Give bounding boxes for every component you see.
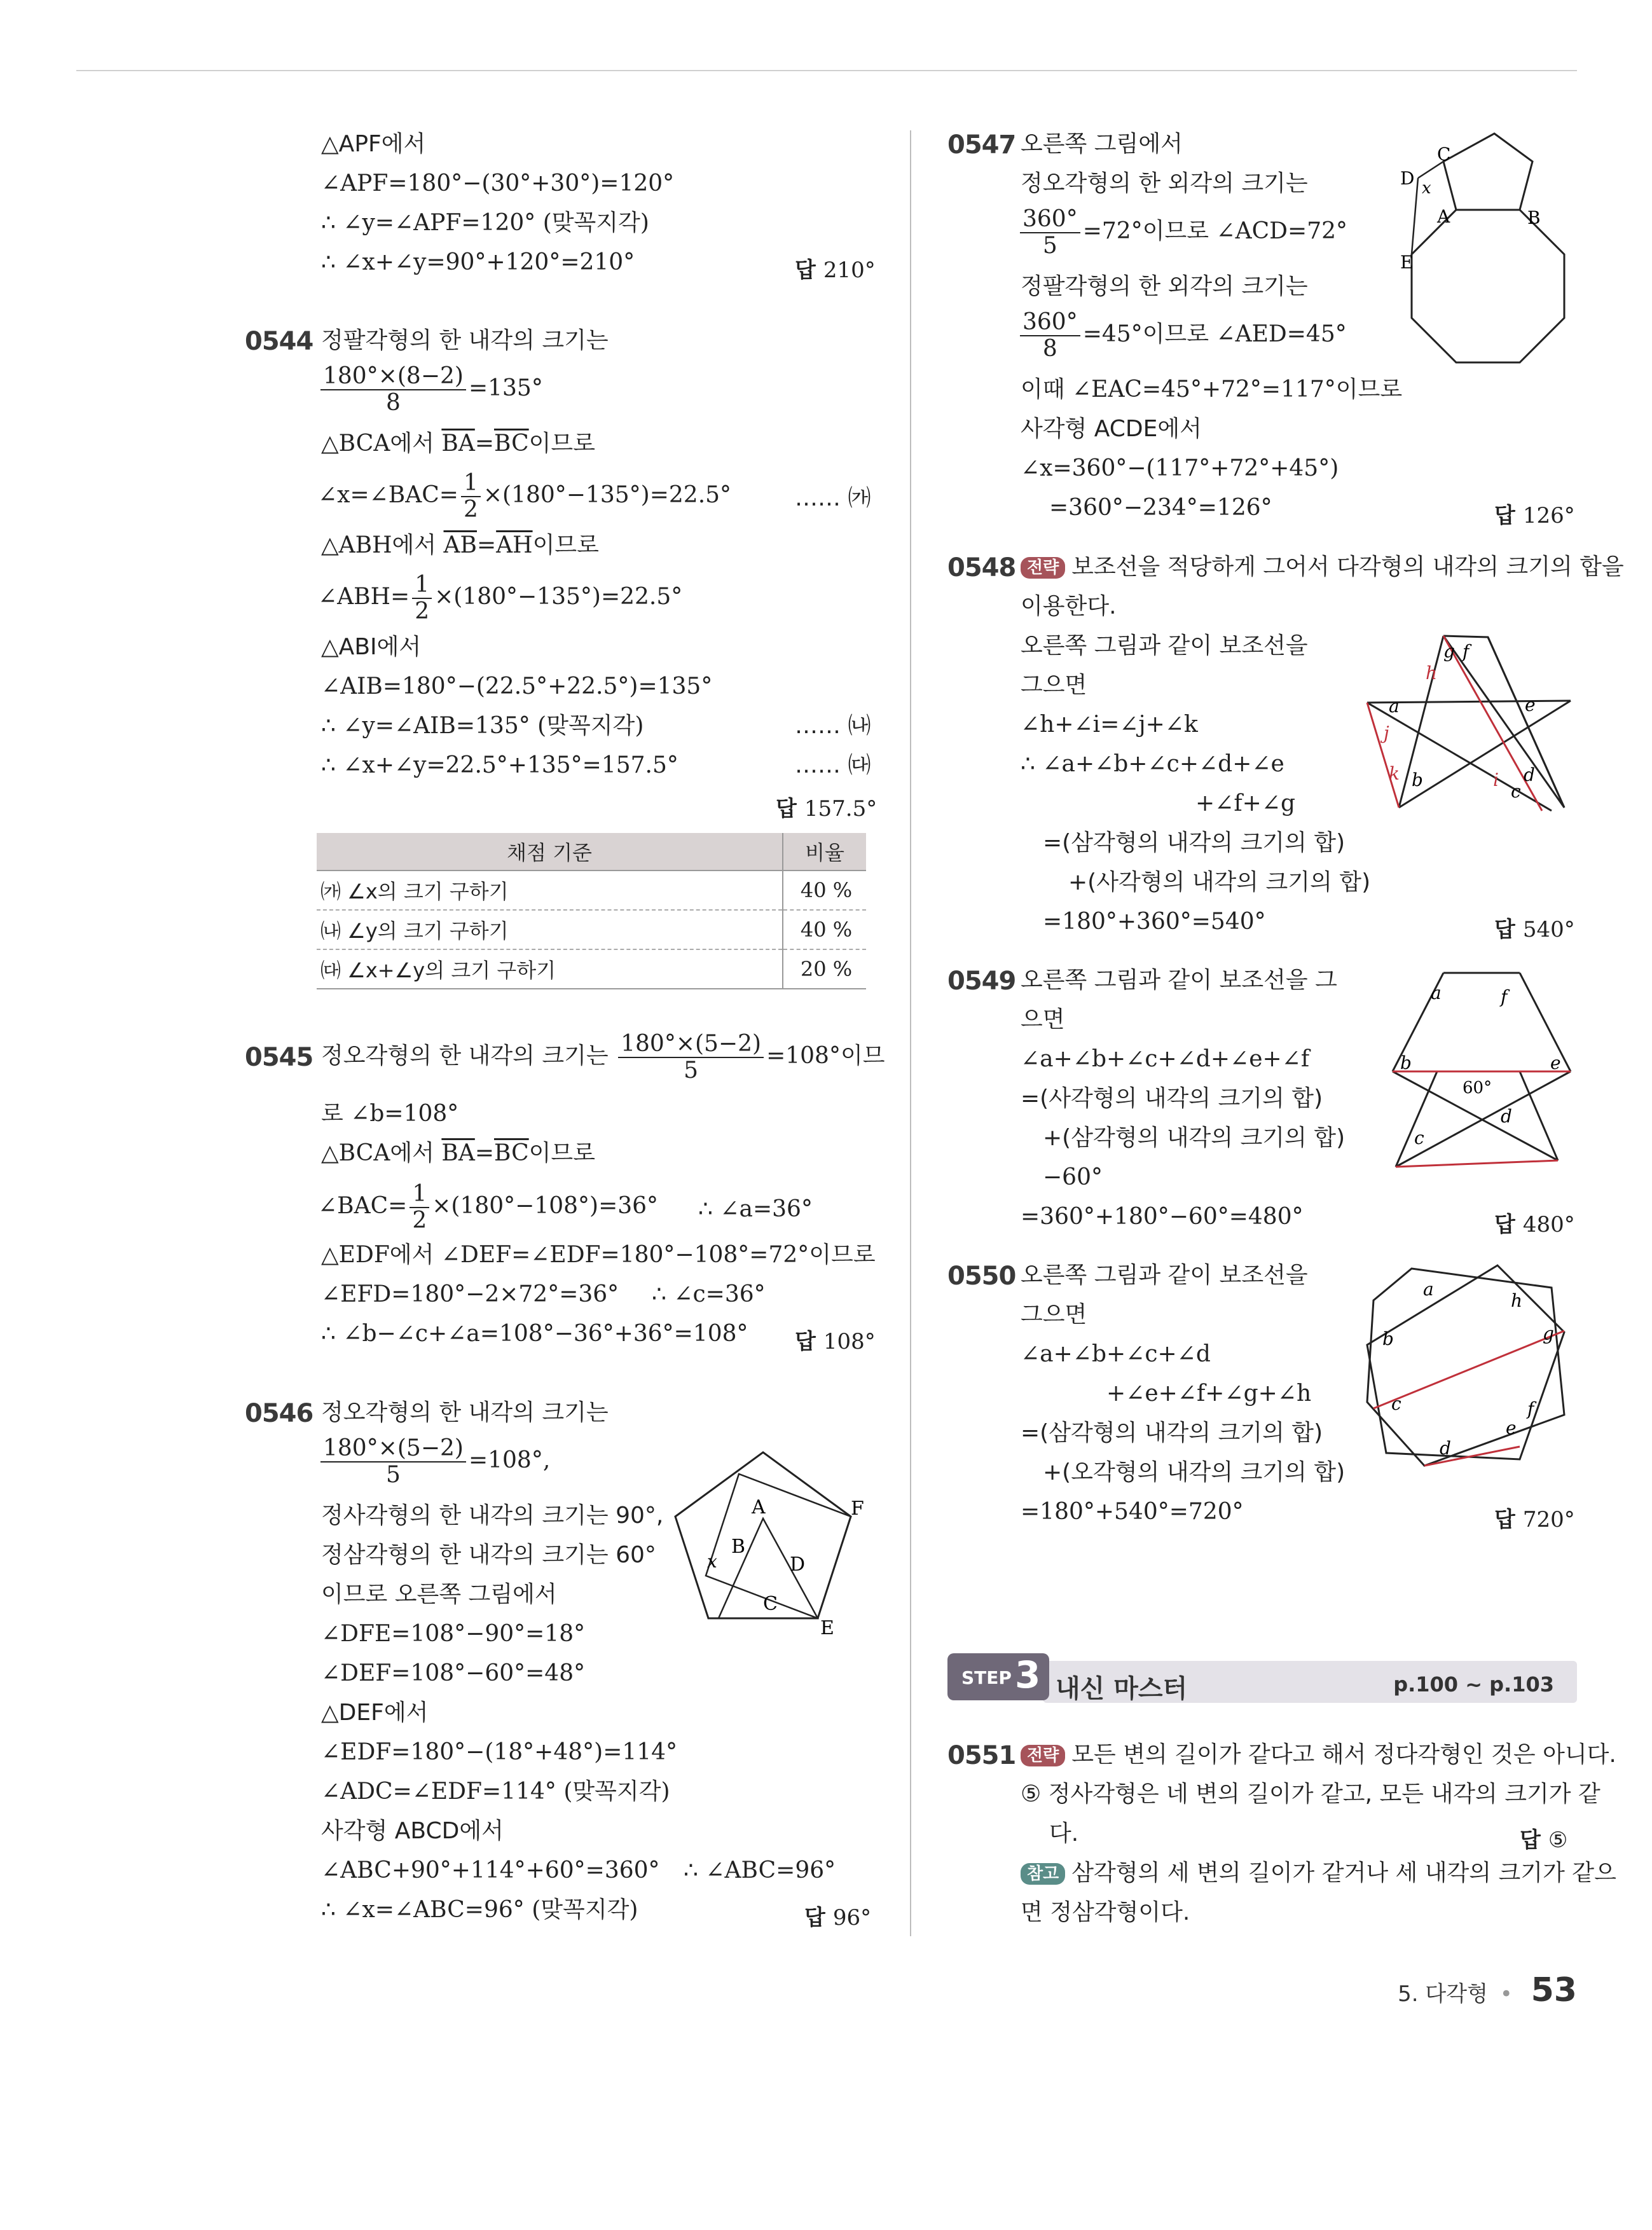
denominator: 5 bbox=[684, 1057, 699, 1084]
numerator: 360° bbox=[1020, 207, 1080, 233]
table-cell: 20 % bbox=[783, 949, 866, 989]
answer bbox=[776, 791, 877, 822]
table-header: 비율 bbox=[783, 833, 866, 871]
numerator: 360° bbox=[1020, 310, 1080, 336]
problem-number: 0549 bbox=[947, 967, 1016, 996]
problem-number: 0548 bbox=[947, 553, 1016, 582]
numerator: 1 bbox=[412, 572, 432, 599]
fig-label: d bbox=[1501, 1106, 1512, 1127]
math-line: ∠DEF=108°−60°=48° bbox=[321, 1660, 586, 1686]
figure-0549 bbox=[1386, 963, 1577, 1173]
answer-label: 답 bbox=[776, 796, 797, 822]
text-line bbox=[1021, 1859, 1616, 1887]
text-line bbox=[1021, 553, 1624, 581]
math-text: ×(180°−108°)=36° bbox=[432, 1193, 659, 1219]
math-line: ∠EFD=180°−2×72°=36° bbox=[321, 1281, 619, 1307]
math-text: =108°이므 bbox=[766, 1043, 885, 1069]
math-text: =45°이므로 ∠AED=45° bbox=[1082, 321, 1347, 347]
aux-red-line bbox=[1373, 1331, 1564, 1408]
step-marker: …… ㈐ bbox=[795, 752, 871, 778]
table-row bbox=[317, 871, 866, 910]
math-line: ∠h+∠i=∠j+∠k bbox=[1021, 712, 1198, 738]
footer-bullet: • bbox=[1499, 1981, 1513, 2007]
fig-label: e bbox=[1525, 694, 1536, 715]
numerator: 180°×(8−2) bbox=[320, 364, 466, 390]
fig-label: h bbox=[1426, 663, 1438, 684]
fig-label: C bbox=[1437, 144, 1451, 165]
text-line: =(삼각형의 내각의 크기의 합) bbox=[1043, 830, 1346, 856]
text-line: 정사각형의 한 내각의 크기는 90°, bbox=[321, 1503, 664, 1529]
figure-0547 bbox=[1393, 127, 1577, 375]
answer-label: 답 bbox=[795, 1329, 816, 1354]
math-line: ∠x=360°−(117°+72°+45°) bbox=[1021, 455, 1339, 481]
answer-label: 답 bbox=[1494, 917, 1515, 942]
table-row bbox=[317, 910, 866, 949]
text-line: 이용한다. bbox=[1021, 593, 1117, 619]
fig-label: c bbox=[1391, 1393, 1401, 1414]
math-line: ∠a+∠b+∠c+∠d+∠e+∠f bbox=[1021, 1046, 1310, 1072]
strategy-tag: 전략 bbox=[1021, 557, 1065, 579]
figure-0548 bbox=[1361, 630, 1577, 820]
fig-label: h bbox=[1511, 1290, 1523, 1311]
text: 이므로 bbox=[528, 1140, 595, 1166]
answer-value: 108° bbox=[823, 1329, 876, 1354]
answer-label: 답 bbox=[1494, 1212, 1515, 1237]
text-line: 정팔각형의 한 외각의 크기는 bbox=[1021, 273, 1308, 299]
math-text: ×(180°−135°)=22.5° bbox=[434, 584, 683, 610]
text-line: 면 정삼각형이다. bbox=[1021, 1899, 1190, 1925]
step-title: 내신 마스터 bbox=[1056, 1674, 1188, 1703]
fig-label: x bbox=[1422, 179, 1431, 198]
fraction-line bbox=[318, 1436, 550, 1488]
math-line: ∴ ∠ABC=96° bbox=[684, 1857, 836, 1883]
fig-label: b bbox=[1382, 1328, 1394, 1349]
fraction-half bbox=[412, 572, 432, 624]
answer-value: 540° bbox=[1522, 917, 1575, 942]
math-line: ∠ADC=∠EDF=114° (맞꼭지각) bbox=[321, 1779, 670, 1805]
fig-label: f bbox=[1501, 986, 1508, 1007]
numerator: 1 bbox=[410, 1181, 429, 1208]
text-line: +(삼각형의 내각의 크기의 합) bbox=[1043, 1125, 1346, 1151]
fig-label: 60° bbox=[1463, 1078, 1492, 1098]
top-rule bbox=[76, 70, 1577, 71]
segment: $\overline{AB}$ bbox=[443, 532, 477, 558]
table-cell: 40 % bbox=[783, 871, 866, 910]
step-marker: …… ㈏ bbox=[795, 713, 871, 739]
fig-label: C bbox=[763, 1593, 778, 1615]
fig-label: a bbox=[1423, 1279, 1434, 1300]
text-line: ⑤ 정사각형은 네 변의 길이가 같고, 모든 내각의 크기가 같 bbox=[1021, 1781, 1600, 1807]
fraction-half bbox=[461, 471, 481, 523]
math-text: △BCA에서 bbox=[321, 1140, 442, 1166]
math-line bbox=[318, 572, 682, 624]
answer-label: 답 bbox=[804, 1905, 825, 1931]
polygon-edges bbox=[1367, 1265, 1564, 1459]
step-pages: p.100 ~ p.103 bbox=[1393, 1672, 1554, 1697]
fig-label: x bbox=[707, 1551, 717, 1572]
answer-value: 210° bbox=[823, 258, 876, 283]
math-line bbox=[321, 532, 599, 560]
fraction-line bbox=[318, 364, 543, 416]
problem-number: 0547 bbox=[947, 130, 1016, 160]
text-line: 그으면 bbox=[1021, 1302, 1087, 1328]
math-line: =180°+540°=720° bbox=[1021, 1499, 1244, 1525]
answer-value: 157.5° bbox=[804, 796, 878, 822]
table-cell: 40 % bbox=[783, 910, 866, 949]
denominator: 2 bbox=[463, 497, 478, 523]
fig-label: a bbox=[1389, 696, 1400, 717]
fig-label: i bbox=[1493, 769, 1499, 790]
answer-value: 96° bbox=[832, 1905, 872, 1931]
page-number: 53 bbox=[1531, 1971, 1577, 2009]
fig-label: B bbox=[1527, 207, 1541, 228]
fraction bbox=[618, 1031, 764, 1084]
fraction-line bbox=[1017, 207, 1347, 259]
math-text: ×(180°−135°)=22.5° bbox=[483, 482, 732, 508]
segment: $\overline{BA}$ bbox=[441, 430, 475, 457]
math-text: = bbox=[476, 532, 497, 558]
fig-label: b bbox=[1412, 769, 1423, 790]
answer bbox=[795, 1324, 876, 1355]
figure-0550 bbox=[1361, 1256, 1577, 1478]
step-header bbox=[947, 1653, 1577, 1704]
scoring-table bbox=[317, 833, 866, 989]
problem-number: 0545 bbox=[245, 1043, 313, 1072]
math-text: = bbox=[474, 430, 494, 457]
page-footer bbox=[1398, 1971, 1577, 2009]
answer-label: 답 bbox=[1494, 503, 1515, 528]
text-line: 이므로 오른쪽 그림에서 bbox=[321, 1581, 557, 1607]
math-text: ∠x=∠BAC= bbox=[318, 482, 458, 508]
math-line: ∴ ∠b−∠c+∠a=108°−36°+36°=108° bbox=[321, 1321, 748, 1347]
math-text: △BCA에서 bbox=[321, 430, 442, 457]
math-text: △ABH에서 bbox=[321, 532, 444, 558]
fig-label: f bbox=[1463, 641, 1470, 662]
fig-label: A bbox=[752, 1496, 766, 1518]
math-line: ∠ABC+90°+114°+60°=360° bbox=[321, 1857, 660, 1883]
math-line: ∴ ∠c=36° bbox=[652, 1281, 766, 1307]
fig-label: b bbox=[1400, 1052, 1412, 1073]
math-line: ∴ ∠a+∠b+∠c+∠d+∠e bbox=[1021, 751, 1284, 777]
fig-label: E bbox=[820, 1617, 834, 1634]
step-number: 3 bbox=[1015, 1653, 1041, 1697]
column-divider bbox=[910, 130, 911, 1936]
answer-label: 답 bbox=[1520, 1827, 1541, 1853]
fig-edge bbox=[1396, 1071, 1437, 1167]
fraction bbox=[320, 1436, 466, 1488]
fraction bbox=[1020, 207, 1080, 259]
fig-label: A bbox=[1437, 206, 1450, 227]
aux-red-line bbox=[1396, 1160, 1558, 1167]
fig-label: d bbox=[1524, 764, 1535, 785]
numerator: 180°×(5−2) bbox=[618, 1031, 764, 1058]
text-line: 사각형 ACDE에서 bbox=[1021, 416, 1202, 442]
fig-label: F bbox=[851, 1497, 864, 1520]
table-header-row bbox=[317, 833, 866, 871]
text-line: +(오각형의 내각의 크기의 합) bbox=[1043, 1459, 1346, 1485]
note-tag: 참고 bbox=[1021, 1863, 1065, 1885]
math-line bbox=[321, 430, 595, 458]
fig-label: E bbox=[1400, 252, 1414, 273]
math-line bbox=[321, 1139, 595, 1167]
math-line: =360°+180°−60°=480° bbox=[1021, 1204, 1304, 1230]
step-word: STEP bbox=[961, 1667, 1012, 1688]
text-line: =(삼각형의 내각의 크기의 합) bbox=[1021, 1420, 1323, 1446]
segment: $\overline{BA}$ bbox=[441, 1140, 475, 1166]
text-line: 으면 bbox=[1021, 1007, 1065, 1033]
math-line: =360°−234°=126° bbox=[1049, 495, 1272, 521]
fig-label: d bbox=[1440, 1438, 1451, 1459]
math-line bbox=[318, 471, 731, 523]
fig-label: g bbox=[1443, 641, 1455, 662]
text: 정오각형의 한 내각의 크기는 bbox=[321, 1043, 609, 1069]
denominator: 8 bbox=[386, 390, 401, 416]
answer bbox=[1494, 1207, 1575, 1238]
numerator: 1 bbox=[461, 471, 481, 497]
text-line: 사각형 ABCD에서 bbox=[321, 1818, 504, 1844]
fig-label: k bbox=[1389, 763, 1400, 784]
answer-value: ⑤ bbox=[1548, 1827, 1568, 1853]
fig-label: g bbox=[1543, 1323, 1554, 1344]
text-line: 오른쪽 그림과 같이 보조선을 그 bbox=[1021, 967, 1337, 993]
math-text: =108°, bbox=[468, 1447, 551, 1473]
fraction-half bbox=[410, 1181, 429, 1234]
answer bbox=[1520, 1822, 1567, 1854]
fig-label: a bbox=[1431, 982, 1442, 1003]
text: 이므로 bbox=[528, 430, 595, 457]
text-line: =(사각형의 내각의 크기의 합) bbox=[1021, 1085, 1323, 1112]
math-line: =180°+360°=540° bbox=[1043, 909, 1266, 935]
math-line bbox=[318, 1181, 658, 1234]
answer-value: 126° bbox=[1522, 503, 1575, 528]
table-cell: ㈏ ∠y의 크기 구하기 bbox=[317, 910, 783, 949]
segment: $\overline{AH}$ bbox=[496, 532, 533, 558]
table-row bbox=[317, 949, 866, 989]
math-line: +∠f+∠g bbox=[1195, 790, 1296, 816]
math-text: = bbox=[474, 1140, 494, 1166]
math-line: ∠AIB=180°−(22.5°+22.5°)=135° bbox=[321, 673, 713, 699]
fig-edge bbox=[1520, 1071, 1558, 1160]
text-line: 오른쪽 그림과 같이 보조선을 bbox=[1021, 1262, 1308, 1288]
octagon-shape bbox=[1412, 210, 1564, 362]
strategy-tag: 전략 bbox=[1021, 1745, 1065, 1766]
fig-label: j bbox=[1384, 722, 1389, 743]
fig-label: c bbox=[1511, 781, 1521, 802]
text-line: 정오각형의 한 외각의 크기는 bbox=[1021, 170, 1308, 196]
text-line: 그으면 bbox=[1021, 672, 1087, 698]
text: 삼각형의 세 변의 길이가 같거나 세 내각의 크기가 같으 bbox=[1071, 1860, 1616, 1886]
fig-label: e bbox=[1506, 1417, 1517, 1438]
text: 이므로 bbox=[532, 532, 599, 558]
math-text: =135° bbox=[468, 375, 543, 401]
text-line: 오른쪽 그림에서 bbox=[1021, 131, 1183, 157]
segment: $\overline{BC}$ bbox=[493, 430, 529, 457]
math-line: ∠DFE=108°−90°=18° bbox=[321, 1621, 586, 1647]
math-line: +∠e+∠f+∠g+∠h bbox=[1106, 1380, 1312, 1407]
fig-label: D bbox=[1400, 168, 1415, 189]
chapter-label: 5. 다각형 bbox=[1398, 1981, 1488, 2007]
math-line: ∴ ∠a=36° bbox=[698, 1196, 813, 1222]
text-line: 정오각형의 한 내각의 크기는 bbox=[321, 1400, 609, 1426]
fraction-line bbox=[1017, 310, 1347, 362]
fraction bbox=[320, 364, 466, 416]
text-line: 다. bbox=[1049, 1820, 1079, 1847]
table-header: 채점 기준 bbox=[317, 833, 783, 871]
denominator: 2 bbox=[415, 598, 430, 624]
numerator: 180°×(5−2) bbox=[320, 1436, 466, 1463]
figure-0546 bbox=[668, 1443, 871, 1634]
math-line: △EDF에서 ∠DEF=∠EDF=180°−108°=72°이므로 bbox=[321, 1242, 876, 1268]
fig-label: c bbox=[1414, 1127, 1424, 1148]
table-cell: ㈎ ∠x의 크기 구하기 bbox=[317, 871, 783, 910]
math-line: ∴ ∠x+∠y=22.5°+135°=157.5° bbox=[321, 752, 678, 778]
step-bar bbox=[1043, 1661, 1577, 1703]
problem-number: 0551 bbox=[947, 1741, 1016, 1770]
fig-label: B bbox=[731, 1536, 746, 1558]
answer-value: 720° bbox=[1522, 1507, 1575, 1532]
fraction bbox=[1020, 310, 1080, 362]
answer bbox=[1494, 912, 1575, 943]
step-badge bbox=[947, 1653, 1049, 1700]
math-text: ∠BAC= bbox=[318, 1193, 408, 1219]
math-line: ∠EDF=180°−(18°+48°)=114° bbox=[321, 1739, 678, 1765]
table-cell: ㈐ ∠x+∠y의 크기 구하기 bbox=[317, 949, 783, 989]
answer-label: 답 bbox=[795, 258, 816, 283]
math-line: ∴ ∠y=∠APF=120° (맞꼭지각) bbox=[321, 210, 649, 236]
math-line: ∠a+∠b+∠c+∠d bbox=[1021, 1341, 1211, 1367]
problem-number: 0544 bbox=[245, 327, 313, 356]
answer bbox=[795, 252, 876, 284]
text: 모든 변의 길이가 같다고 해서 정다각형인 것은 아니다. bbox=[1071, 1742, 1616, 1768]
math-line: ∴ ∠y=∠AIB=135° (맞꼭지각) bbox=[321, 713, 644, 739]
text-line: 정삼각형의 한 내각의 크기는 60° bbox=[321, 1542, 656, 1568]
denominator: 5 bbox=[386, 1462, 401, 1488]
text-line: +(사각형의 내각의 크기의 합) bbox=[1068, 869, 1371, 895]
math-line: ∴ ∠x+∠y=90°+120°=210° bbox=[321, 249, 635, 275]
text-line: △DEF에서 bbox=[321, 1700, 429, 1726]
math-text: =72°이므로 ∠ACD=72° bbox=[1082, 218, 1348, 244]
fig-label: D bbox=[790, 1553, 806, 1576]
star-edge bbox=[1399, 701, 1571, 808]
text-line: △APF에서 bbox=[321, 131, 426, 157]
text: 보조선을 적당하게 그어서 다각형의 내각의 크기의 합을 bbox=[1071, 554, 1624, 580]
math-line: ∠APF=180°−(30°+30°)=120° bbox=[321, 170, 675, 196]
math-line: 이때 ∠EAC=45°+72°=117°이므로 bbox=[1021, 376, 1403, 403]
math-line: 로 ∠b=108° bbox=[321, 1101, 459, 1127]
aux-line bbox=[1412, 178, 1418, 254]
fig-label: e bbox=[1550, 1052, 1561, 1073]
denominator: 2 bbox=[412, 1208, 427, 1234]
problem-number: 0550 bbox=[947, 1262, 1016, 1291]
answer bbox=[1494, 1502, 1575, 1533]
answer bbox=[1494, 498, 1575, 529]
denominator: 5 bbox=[1042, 233, 1057, 259]
answer-label: 답 bbox=[1494, 1507, 1515, 1532]
fig-edge bbox=[1520, 973, 1571, 1071]
text-line: 오른쪽 그림과 같이 보조선을 bbox=[1021, 633, 1308, 659]
star-outline bbox=[1367, 1269, 1564, 1466]
denominator: 8 bbox=[1042, 336, 1057, 362]
math-line: −60° bbox=[1043, 1164, 1103, 1190]
pentagon-shape bbox=[1443, 134, 1532, 210]
step-marker: …… ㈎ bbox=[795, 485, 871, 511]
text-line bbox=[1021, 1741, 1616, 1769]
answer-value: 480° bbox=[1522, 1212, 1575, 1237]
answer bbox=[804, 1900, 871, 1931]
math-line bbox=[321, 1031, 885, 1084]
text-line: 정팔각형의 한 내각의 크기는 bbox=[321, 327, 609, 354]
math-text: ∠ABH= bbox=[318, 584, 410, 610]
text-line: △ABI에서 bbox=[321, 634, 422, 660]
segment: $\overline{BC}$ bbox=[493, 1140, 529, 1166]
fig-label: f bbox=[1527, 1398, 1534, 1419]
math-line: ∴ ∠x=∠ABC=96° (맞꼭지각) bbox=[321, 1897, 638, 1923]
problem-number: 0546 bbox=[245, 1399, 313, 1428]
